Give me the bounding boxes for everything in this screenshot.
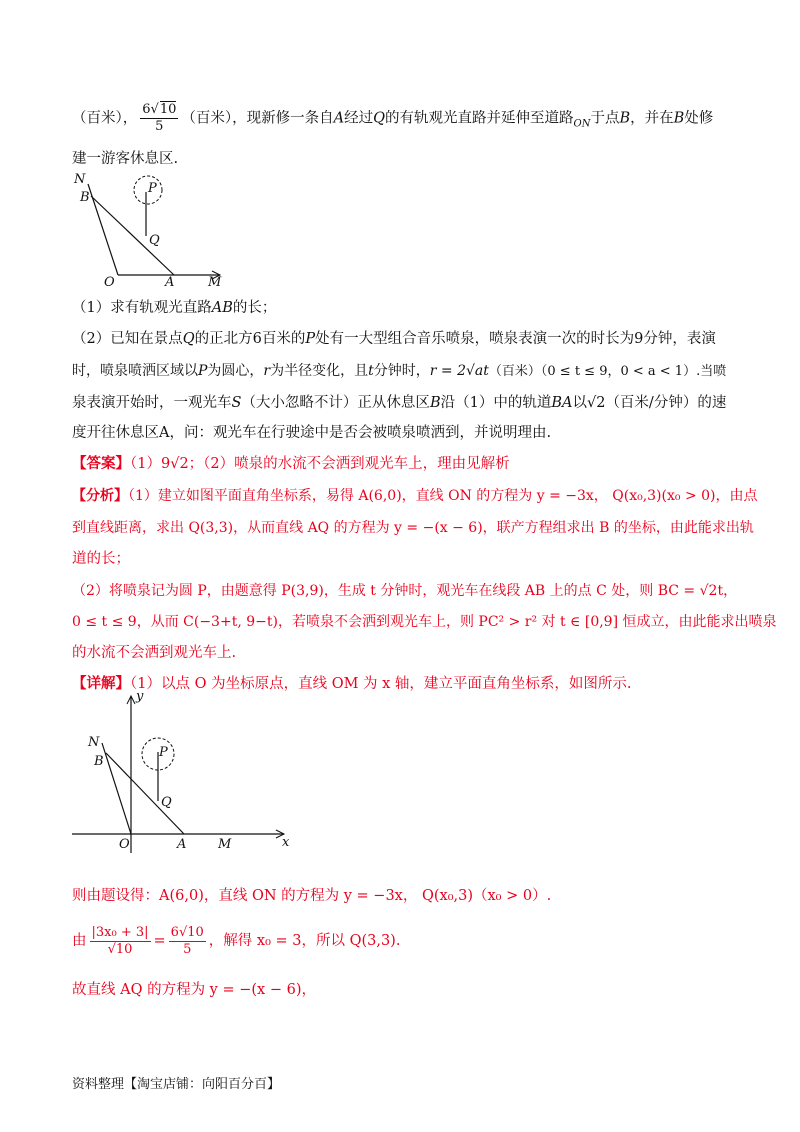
text: 分钟，表演: [643, 331, 716, 347]
text: 经过: [344, 110, 374, 127]
question-2-line-2: [72, 361, 728, 382]
text: （百米）（0 ≤ t ≤ 9，0 < a < 1）.当喷: [488, 364, 727, 379]
text: 百米的: [261, 331, 306, 347]
var: B: [429, 395, 441, 411]
label-A: A: [177, 837, 187, 852]
footer: 资料整理【淘宝店铺：向阳百分百】: [72, 1077, 281, 1092]
text: 于点: [590, 110, 620, 127]
var: S: [231, 395, 242, 411]
text: （2）已知在景点: [72, 331, 183, 347]
label-P: P: [159, 745, 168, 760]
label-A: A: [165, 275, 175, 288]
text: （百米），: [72, 110, 138, 127]
label-Q: Q: [149, 233, 160, 248]
question-2-line-4: 度开往休息区A，问：观光车在行驶途中是否会被喷泉喷洒到，并说明理由.: [72, 425, 552, 441]
text: 处有一大型组合音乐喷泉，喷泉表演一次的时长为: [315, 331, 635, 347]
text: 6√10: [170, 924, 204, 940]
question-2-line-3: [72, 393, 728, 413]
answer-tag: 【答案】: [72, 455, 130, 472]
text: 时，喷泉喷洒区域以: [72, 363, 198, 379]
formula: r = 2√at: [429, 363, 489, 379]
fraction: [90, 925, 151, 958]
text: （1）建立如图平面直角坐标系，易得 A(6,0)，直线 ON 的方程为 y = −3x， Q(x₀,3)(x₀ > 0)，由点: [128, 488, 758, 504]
fraction: [169, 925, 206, 958]
text: ，并在: [630, 110, 674, 127]
text: 5: [155, 119, 164, 134]
figure-2: [72, 688, 302, 858]
label-P: P: [148, 181, 157, 196]
intro-line-1: [72, 102, 728, 135]
text: |3x₀ + 3|: [91, 924, 149, 940]
var: ON: [573, 118, 591, 130]
text: （1）求有轨观光直路: [72, 300, 212, 316]
intro-line-2: 建一游客休息区.: [72, 151, 179, 167]
answer-text: （1）9√2；（2）喷泉的水流不会洒到观光车上，理由见解析: [130, 456, 510, 472]
formula: √2: [586, 395, 606, 411]
text: 9: [634, 331, 644, 347]
label-y: y: [136, 689, 144, 704]
line-ON: [102, 743, 131, 834]
fraction: $\frac{6√10}{5}$: [142, 102, 177, 134]
label-x: x: [282, 835, 290, 850]
line-BA: [91, 196, 174, 275]
analysis-line-5: 0 ≤ t ≤ 9，从而 C(−3+t, 9−t)，若喷泉不会洒到观光车上，则 PC² > r² 对 t ∈ [0,9] 恒成立，由此能求出喷泉: [72, 614, 777, 630]
var: Q: [373, 110, 385, 127]
var: A: [333, 110, 345, 127]
analysis-tag: 【分析】: [72, 488, 128, 504]
analysis-line-6: 的水流不会洒到观光车上.: [72, 645, 237, 661]
text: 为半径变化，且: [270, 363, 369, 379]
text: 由: [72, 933, 87, 949]
label-M: M: [208, 275, 222, 288]
var: BA: [551, 395, 573, 411]
text: 以: [572, 395, 587, 411]
var: B: [619, 110, 631, 127]
var: r: [263, 363, 271, 379]
text: （大小忽略不计）正从休息区: [241, 395, 430, 411]
question-1: [72, 298, 728, 318]
var: P: [305, 331, 316, 347]
text: √10: [107, 941, 133, 957]
analysis-line-2: 到直线距离，求出 Q(3,3)，从而直线 AQ 的方程为 y = −(x − 6)，联产方程组求出 B 的坐标，由此能求出轨: [72, 520, 754, 536]
var: P: [198, 363, 208, 379]
var: B: [673, 110, 685, 127]
answer: [72, 454, 728, 474]
text: 6: [252, 331, 262, 347]
text: 的正北方: [194, 331, 253, 347]
text: 5: [183, 941, 192, 957]
text: 6: [142, 102, 151, 117]
text: 的有轨观光直路并延伸至道路: [385, 110, 574, 127]
text: 泉表演开始时，一观光车: [72, 395, 232, 411]
var: t: [368, 363, 374, 379]
label-B: B: [94, 754, 104, 769]
figure-1: [72, 170, 232, 288]
label-Q: Q: [161, 795, 172, 810]
text: 处修: [684, 110, 714, 127]
text: 为圆心，: [207, 363, 264, 379]
analysis-line-4: （2）将喷泉记为圆 P，由题意得 P(3,9)，生成 t 分钟时，观光车在线段 AB 上的点 C 处，则 BC = √2t，: [72, 583, 738, 599]
text: =: [153, 933, 166, 949]
var: Q: [182, 331, 195, 347]
analysis-line-3: 道的长；: [72, 551, 130, 567]
label-B: B: [80, 190, 90, 205]
label-O: O: [119, 837, 130, 852]
text: （百米/分钟）的速: [605, 395, 727, 411]
text: 沿（1）中的轨道: [440, 395, 552, 411]
detail-line-4: 故直线 AQ 的方程为 y = −(x − 6)，: [72, 982, 316, 998]
label-O: O: [104, 275, 115, 288]
detail-line-3: [72, 924, 728, 958]
label-M: M: [218, 837, 232, 852]
label-N: N: [88, 735, 100, 750]
detail-line-2: 则由题设得：A(6,0)，直线 ON 的方程为 y = −3x， Q(x₀,3)（x₀ > 0）.: [72, 888, 552, 904]
detail-tag: 【详解】: [72, 675, 130, 692]
text: 的长；: [232, 300, 277, 316]
text: 分钟时，: [373, 363, 430, 379]
text: ，解得 x₀ = 3，所以 Q(3,3).: [208, 933, 401, 949]
text: （百米），现新修一条自: [181, 110, 334, 127]
analysis-line-1: [72, 486, 758, 506]
var: AB: [211, 300, 233, 316]
text: （1）以点 O 为坐标原点，直线 OM 为 x 轴，建立平面直角坐标系，如图所示.: [130, 676, 632, 692]
text: 10: [159, 102, 177, 117]
question-2-line-1: [72, 329, 728, 349]
label-N: N: [74, 172, 86, 187]
